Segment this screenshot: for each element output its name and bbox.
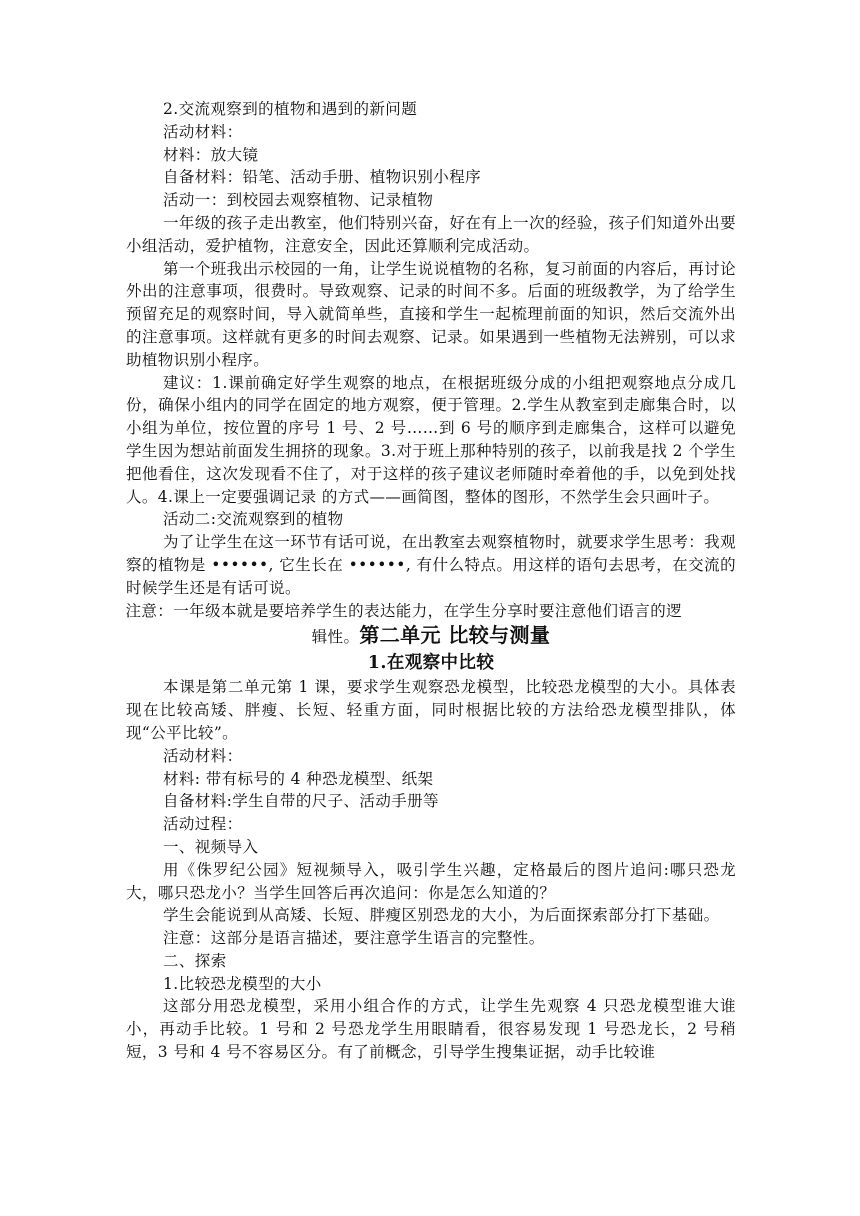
paragraph: 一年级的孩子走出教室，他们特别兴奋，好在有上一次的经验，孩子们知道外出要小组活动，爱护植物，注意安全，因此还算顺利完成活动。 — [126, 213, 736, 255]
unit-title: 第二单元 比较与测量 — [359, 623, 551, 648]
paragraph: 二、探索 — [163, 951, 227, 970]
paragraph: 活动材料： — [163, 746, 243, 765]
paragraph: 材料: 带有标号的 4 种恐龙模型、纸架 — [163, 769, 434, 788]
paragraph: 这部分用恐龙模型，采用小组合作的方式，让学生先观察 4 只恐龙模型谁大谁小，再动手比较。1 号和 2 号恐龙学生用眼睛看，很容易发现 1 号恐龙长，2 号稍短，3 号和 4 号不容易区分。有了前概念，引导学生搜集证据，动手比较谁 — [126, 997, 736, 1062]
paragraph: 注意：这部分是语言描述，要注意学生语言的完整性。 — [163, 929, 545, 948]
paragraph-tail: 辑性。 — [311, 628, 360, 647]
paragraph: 注意：一年级本就是要培养学生的表达能力，在学生分享时要注意他们语言的逻 — [125, 601, 683, 620]
paragraph: 材料：放大镜 — [163, 145, 259, 164]
paragraph: 活动过程： — [163, 815, 243, 834]
lesson-title: 1.在观察中比较 — [367, 653, 495, 674]
paragraph: 第一个班我出示校园的一角，让学生说说植物的名称，复习前面的内容后，再讨论外出的注意事项，很费时。导致观察、记录的时间不多。后面的班级教学，为了给学生预留充足的观察时间，导入就简单些，直接和学生一起梳理前面的知识，然后交流外出的注意事项。这样就有更多的时间去观察、记录。如果遇到一些植物无法辨别，可以求助植物识别小程序。 — [126, 259, 736, 369]
paragraph: 建议：1.课前确定好学生观察的地点，在根据班级分成的小组把观察地点分成几份，确保小组内的同学在固定的地方观察，便于管理。2.学生从教室到走廊集合时，以小组为单位，按位置的序号 1 号、2 号……到 6 号的顺序到走廊集合，这样可以避免学生因为想站前面发生拥挤的现象。3.对于班上那种特别的孩子，以前我是找 2 个学生把他看住，这次发现看不住了，对于这样的孩子建议老师随时牵着他的手，以免到处找人。4.课上一定要强调记录 的方式——画简图，整体的图形，不然学生会只画叶子。 — [126, 373, 736, 506]
paragraph: 学生会能说到从高矮、长短、胖瘦区别恐龙的大小，为后面探索部分打下基础。 — [163, 906, 720, 925]
document-page — [126, 98, 736, 1064]
unit-heading — [126, 622, 736, 650]
paragraph: 用《侏罗纪公园》短视频导入，吸引学生兴趣，定格最后的图片追问:哪只恐龙大，哪只恐龙小？当学生回答后再次追问：你是怎么知道的？ — [126, 860, 736, 902]
paragraph: 自备材料:学生自带的尺子、活动手册等 — [163, 792, 439, 811]
paragraph: 本课是第二单元第 1 课，要求学生观察恐龙模型，比较恐龙模型的大小。具体表现在比较高矮、胖瘦、长短、轻重方面，同时根据比较的方法给恐龙模型排队，体现“公平比较”。 — [126, 678, 736, 742]
paragraph: 2.交流观察到的植物和遇到的新问题 — [163, 100, 418, 118]
paragraph: 活动材料： — [163, 122, 243, 141]
paragraph: 自备材料：铅笔、活动手册、植物识别小程序 — [163, 168, 482, 187]
paragraph: 一、视频导入 — [163, 837, 259, 856]
paragraph: 活动一：到校园去观察植物、记录植物 — [163, 191, 434, 210]
paragraph: 活动二:交流观察到的植物 — [163, 510, 344, 529]
paragraph: 1.比较恐龙模型的大小 — [163, 974, 322, 993]
paragraph: 为了让学生在这一环节有话可说，在出教室去观察植物时，就要求学生思考：我观察的植物是 ••••••, 它生长在 ••••••, 有什么特点。用这样的语句去思考，在交流的时候学生还是有话可说。 — [126, 533, 736, 597]
